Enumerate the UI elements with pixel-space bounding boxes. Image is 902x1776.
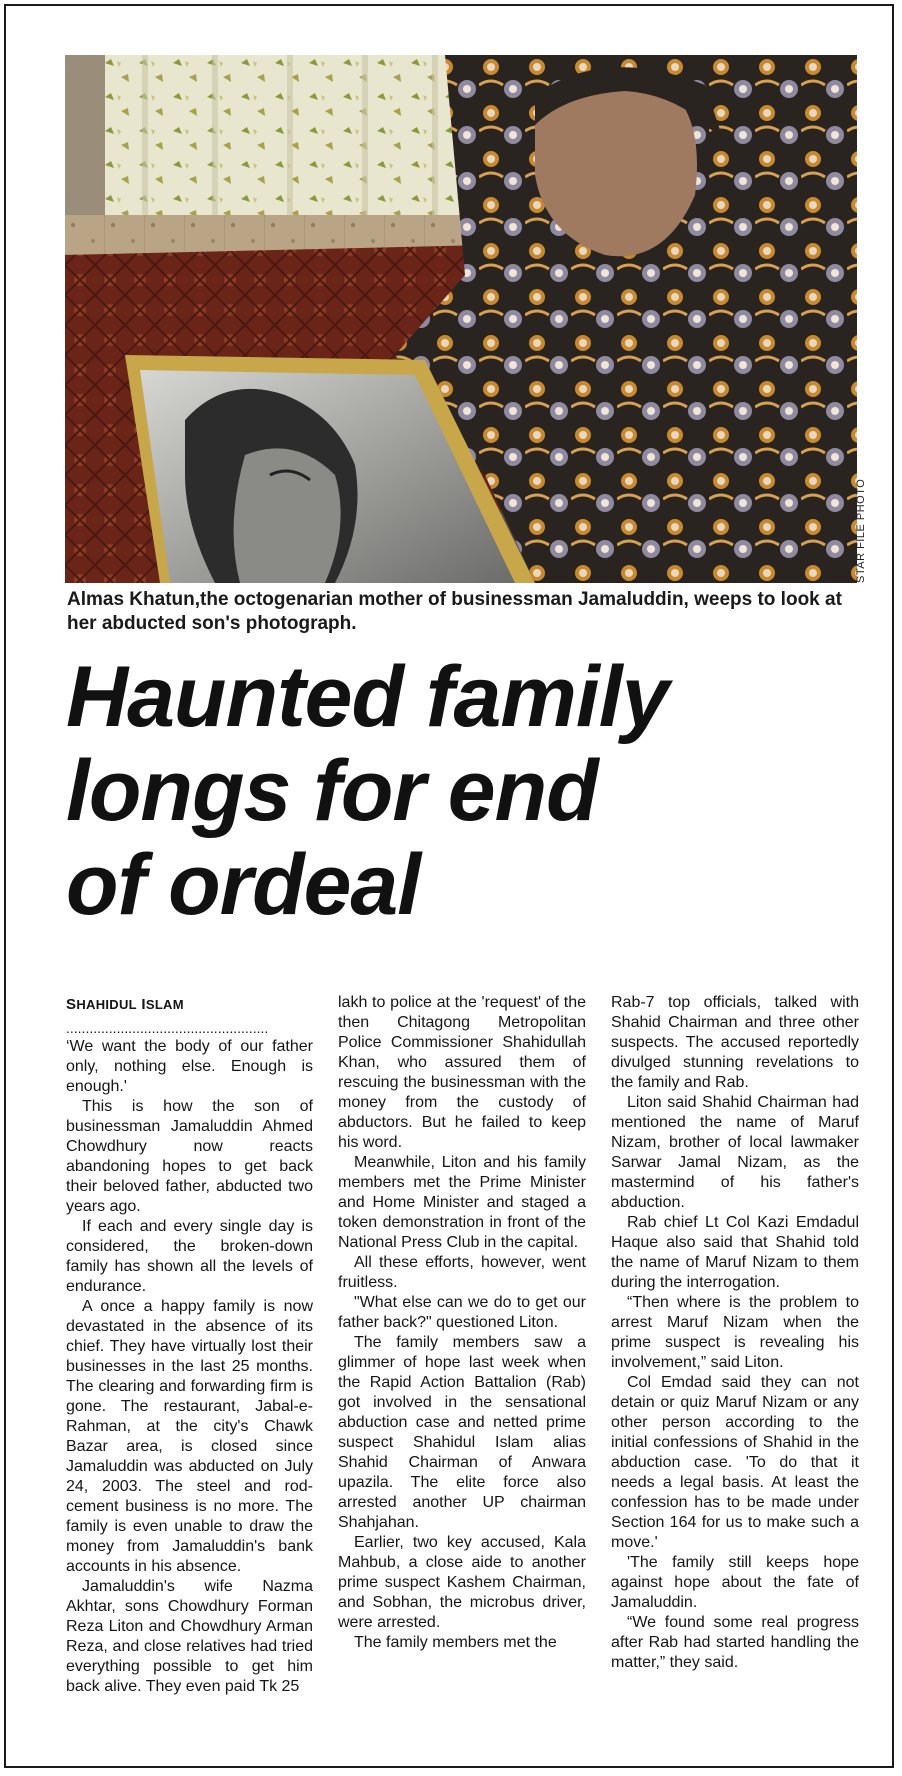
paragraph: The family members saw a glimmer of hope last week when the Rapid Action Battalion (Rab) got involved in the sensational abduction case and netted prime suspect Shahidul Islam alias Shahid Chairman of Anwara upazila. The elite force also arrested another UP chairman Shahjahan. <box>338 1334 586 1531</box>
paragraph: Earlier, two key accused, Kala Mahbub, a close aide to another prime suspect Kashem Chairman, and Sobhan, the microbus driver, were arrested. <box>338 1534 586 1631</box>
photo-credit: STAR FILE PHOTO <box>855 478 867 583</box>
byline-first-initial: S <box>66 996 77 1013</box>
paragraph: ‘We want the body of our father only, nothing else. Enough is enough.' <box>66 1038 313 1095</box>
byline-last-rest: SLAM <box>145 997 184 1012</box>
paragraph: Liton said Shahid Chairman had mentioned the name of Maruf Nizam, brother of local lawmaker Sarwar Jamal Nizam, as the mastermind of his father's abduction. <box>611 1094 859 1211</box>
byline-first-rest: HAHIDUL <box>76 997 137 1012</box>
paragraph: The family members met the <box>354 1634 557 1651</box>
paragraph: lakh to police at the 'request' of the then Chitagong Metropolitan Police Commissioner Shahidullah Khan, who assured them of rescuing the businessman with the money from the custody of abductors. But he failed to keep his word. <box>338 994 586 1151</box>
paragraph: If each and every single day is considered, the broken-down family has shown all the levels of endurance. <box>66 1218 313 1295</box>
paragraph: “Then where is the problem to arrest Maruf Nizam when the prime suspect is revealing his involvement,” said Liton. <box>611 1294 859 1371</box>
paragraph: This is how the son of businessman Jamaluddin Ahmed Chowdhury now reacts abandoning hopes to get back their beloved father, abducted two years ago. <box>66 1098 313 1215</box>
paragraph: 'The family still keeps hope against hope about the fate of Jamaluddin. <box>611 1554 859 1611</box>
paragraph: Rab-7 top officials, talked with Shahid Chairman and three other suspects. The accused reportedly divulged stunning revelations to the family and Rab. <box>611 994 859 1091</box>
paragraph: Jamaluddin's wife Nazma Akhtar, sons Chowdhury Forman Reza Liton and Chowdhury Arman Reza, and close relatives had tried everything possible to get him back alive. They even paid Tk 25 <box>66 1578 313 1695</box>
headline: Haunted family longs for end of ordeal <box>66 649 669 933</box>
article-column-3 <box>611 993 859 1673</box>
paragraph: Col Emdad said they can not detain or quiz Maruf Nizam or any other person according to the initial confessions of Shahid in the abduction case. 'To do that it needs a legal basis. At least the confession has to be made under Section 164 for us to make such a move.' <box>611 1374 859 1551</box>
photo-caption: Almas Khatun,the octogenarian mother of businessman Jamaluddin, weeps to look at her abducted son's photograph. <box>67 589 842 634</box>
byline-rule: .................................................... <box>66 1020 269 1036</box>
news-photo <box>65 55 857 583</box>
byline-last-initial: I <box>141 996 146 1013</box>
paragraph: “We found some real progress after Rab had started handling the matter,” they said. <box>611 1614 859 1671</box>
photo-illustration <box>65 55 857 583</box>
byline <box>66 995 313 1015</box>
paragraph: Meanwhile, Liton and his family members met the Prime Minister and Home Minister and staged a token demonstration in front of the National Press Club in the capital. <box>338 1154 586 1251</box>
article-column-2 <box>338 993 586 1653</box>
article-column-1 <box>66 993 313 1697</box>
paragraph: "What else can we do to get our father back?" questioned Liton. <box>338 1294 586 1331</box>
paragraph: A once a happy family is now devastated in the absence of its chief. They have virtually lost their businesses in the last 25 months. The clearing and forwarding firm is gone. The restaurant, Jabal-e-Rahman, at the city's Chawk Bazar area, is closed since Jamaluddin was abducted on July 24, 2003. The steel and rod-cement business is no more. The family is even unable to draw the money from Jamaluddin's bank accounts in his absence. <box>66 1298 313 1575</box>
paragraph: Rab chief Lt Col Kazi Emdadul Haque also said that Shahid told the name of Maruf Nizam to them during the interrogation. <box>611 1214 859 1291</box>
paragraph: All these efforts, however, went fruitless. <box>338 1254 586 1291</box>
